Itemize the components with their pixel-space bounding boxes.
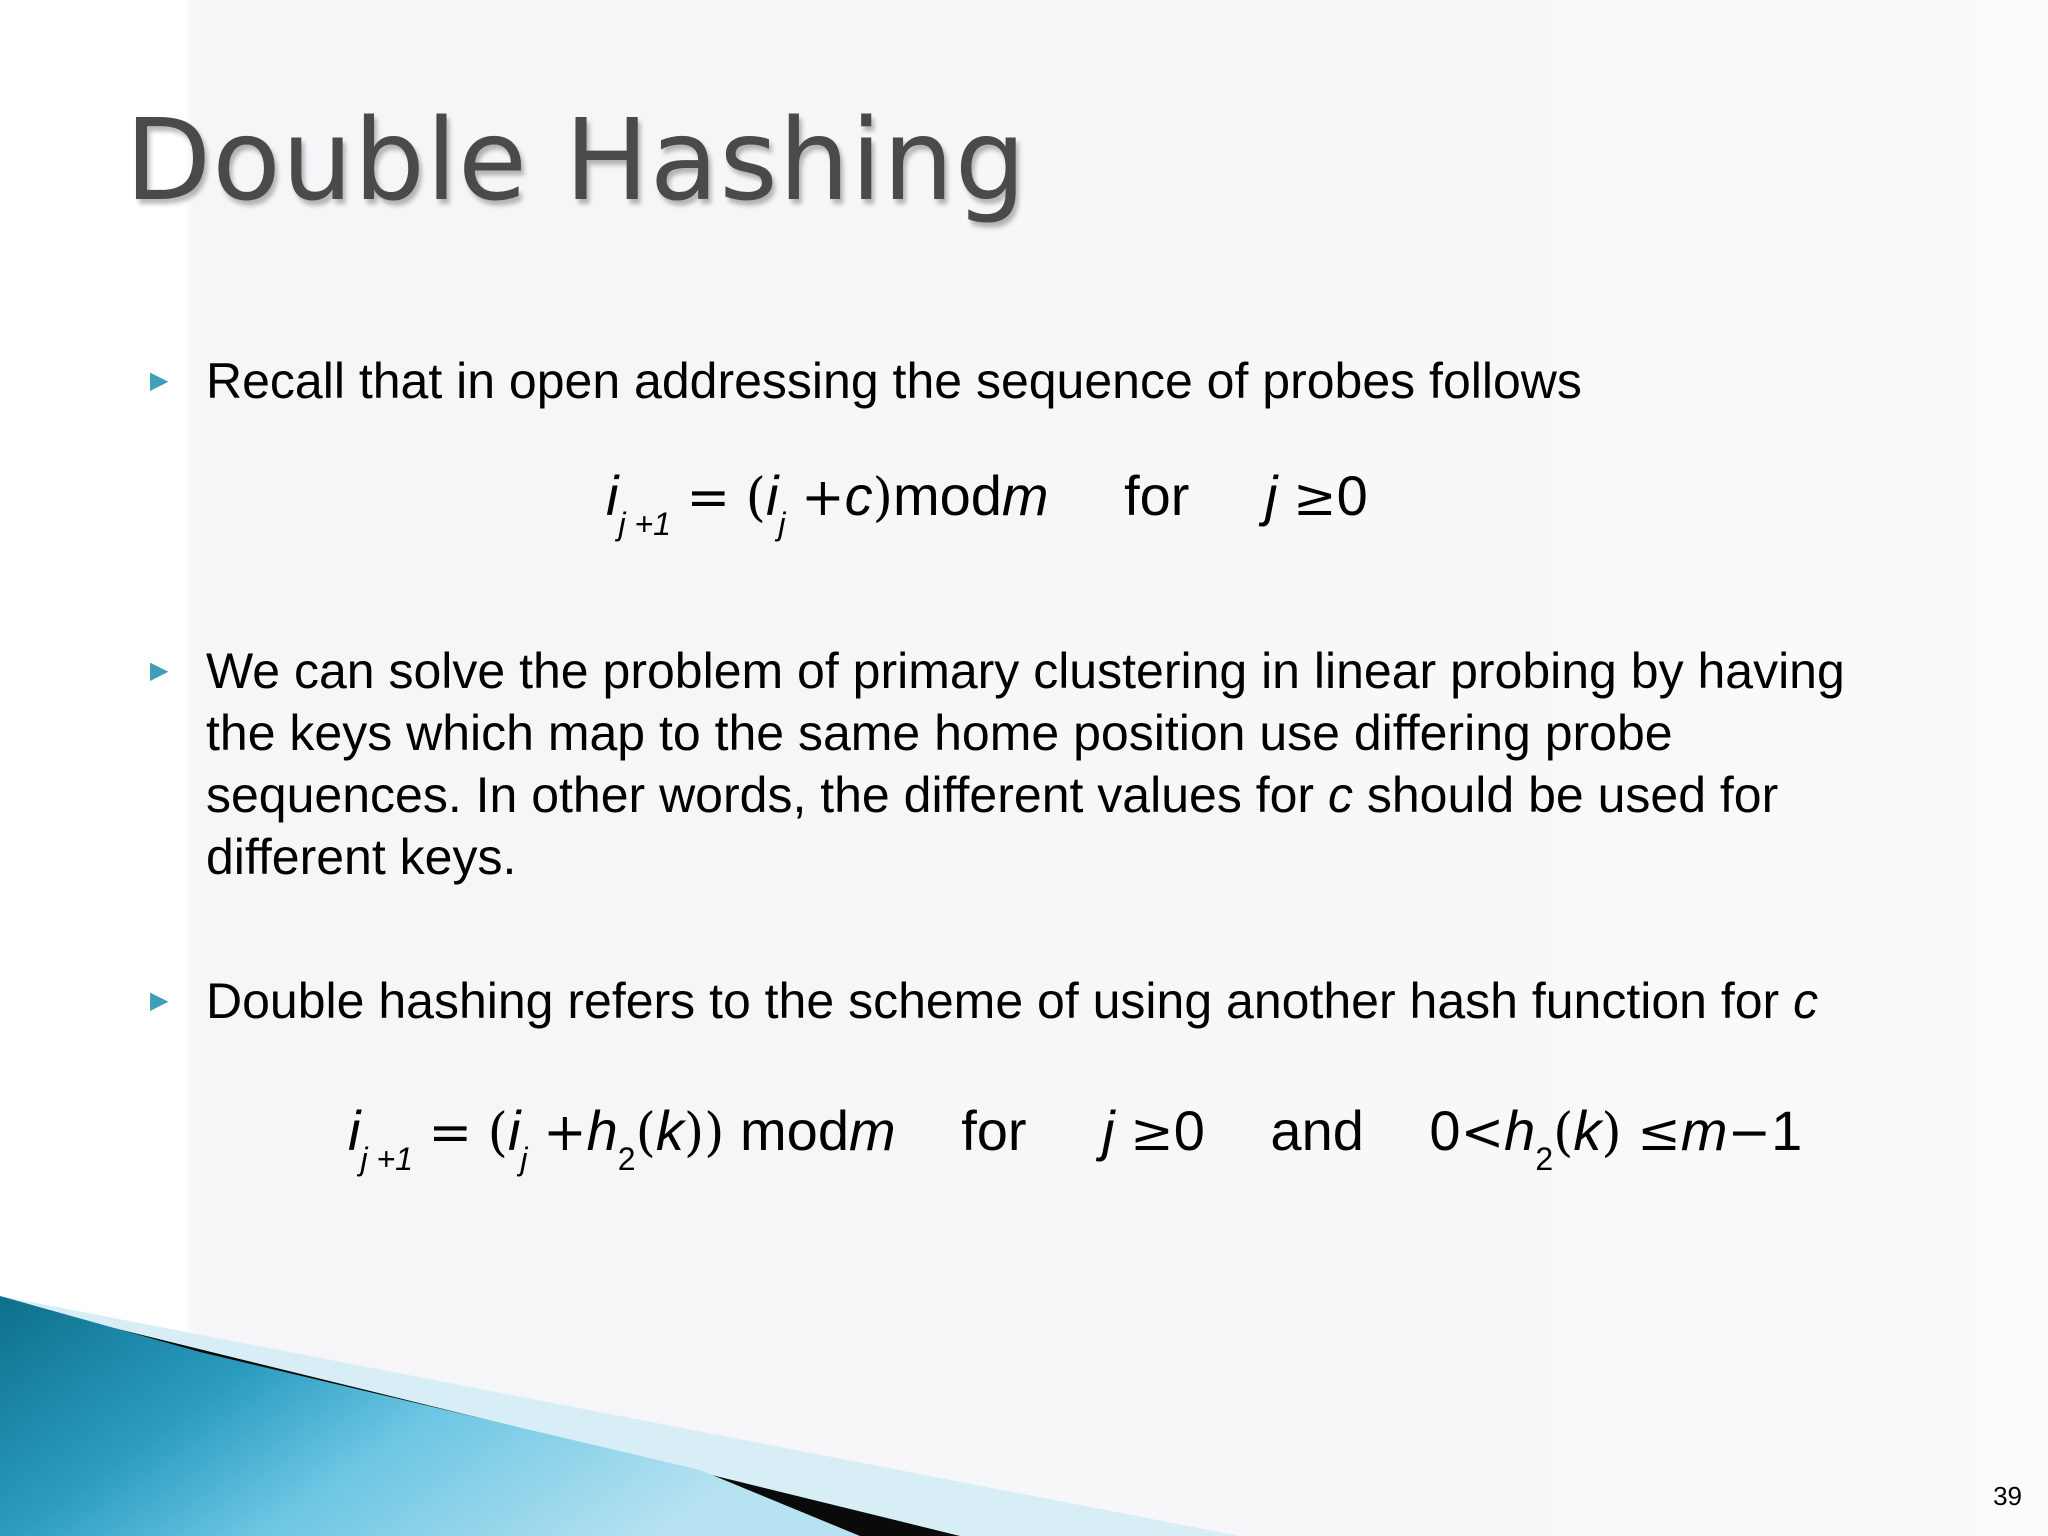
bullet-text-2: We can solve the problem of primary clustering in linear probing by having the keys which map to the same home position use differing probe sequences. In other words, the different values for c should be used for different keys. bbox=[206, 643, 1845, 885]
page-number: 39 bbox=[1993, 1481, 2022, 1511]
bullet-text-3: Double hashing refers to the scheme of using another hash function for c bbox=[206, 973, 1819, 1029]
bullet-text-1: Recall that in open addressing the sequence of probes follows bbox=[206, 353, 1582, 409]
slide-title: Double Hashing bbox=[125, 96, 1027, 226]
probe-equation: $i_{j +1} = (i_j$ +c)modm for j ≥0 bbox=[606, 464, 1368, 542]
double-hash-equation: $i_{j +1} = (i_j +h_2(k))$ modm for j ≥0 and $0<h_2(k) \le m-1$ bbox=[348, 1099, 1803, 1177]
triangle-right-icon: ▶ bbox=[150, 987, 169, 1014]
triangle-right-icon: ▶ bbox=[150, 367, 169, 394]
triangle-right-icon: ▶ bbox=[150, 657, 169, 684]
